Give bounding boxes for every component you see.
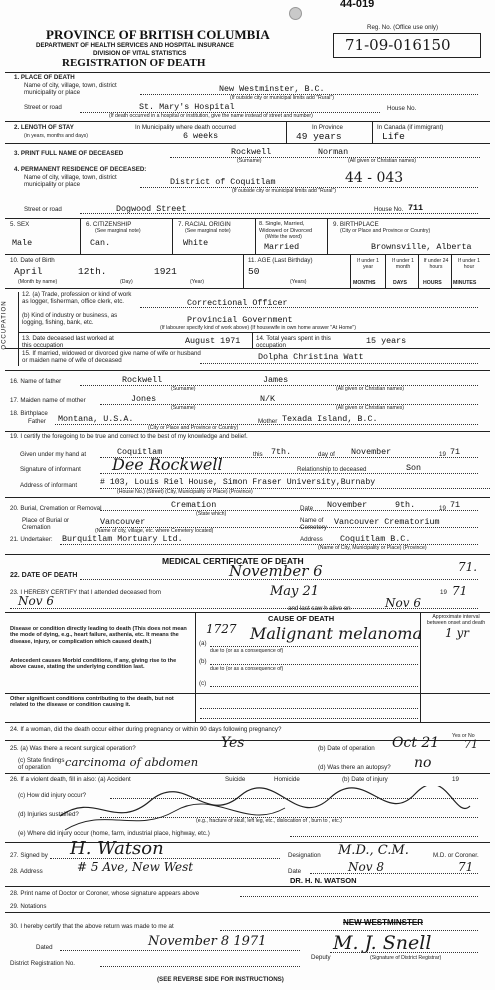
- s25b-year: 71: [464, 738, 478, 751]
- s21-value: Burquitlam Mortuary Ltd.: [62, 534, 183, 544]
- s3-surname: Rockwell: [231, 147, 272, 157]
- s18-label: 18. Birthplace: [10, 410, 48, 417]
- reg-number-label: Reg. No. (Office use only): [367, 24, 439, 31]
- s19-given-at: Coquitlam: [117, 447, 163, 457]
- dob-day: 12th.: [78, 266, 107, 277]
- s29-print-label: 28. Print name of Doctor or Coroner, whose signature appears above: [10, 890, 200, 897]
- birthplace-note: (City or Place and Province or Country): [340, 228, 431, 234]
- s12a-label: 12. (a) Trade, profession or kind of work as logger, fisherman, office clerk, etc.: [22, 291, 132, 305]
- s2-sub: (in years, months and days): [24, 133, 89, 139]
- s20-year-prefix: 19: [439, 505, 446, 512]
- s22-label: 22. DATE OF DEATH: [10, 572, 78, 579]
- s27-date: Nov 8: [348, 860, 384, 874]
- s12a-value: Correctional Officer: [187, 298, 288, 308]
- s26-homicide: Homicide: [274, 776, 300, 783]
- antecedent-label: Antecedent causes Morbid conditions, if any, giving rise to the above cause, stating the underlying condition last.: [10, 658, 177, 671]
- footer-instructions: (SEE REVERSE SIDE FOR INSTRUCTIONS): [157, 976, 284, 983]
- s25a-value: Yes: [221, 735, 245, 751]
- registrar-signature: M. J. Snell: [333, 932, 432, 954]
- birthplace-value: Brownsville, Alberta: [371, 242, 472, 252]
- if-under-24h: If under 24 hours: [423, 258, 449, 270]
- s29-notations-label: 29. Notations: [10, 903, 47, 910]
- s19-given-label: Given under my hand at: [20, 451, 87, 458]
- s2-canada-value: Life: [382, 131, 405, 142]
- s25a-label: 25. (a) Was there a recent surgical operation?: [10, 745, 136, 752]
- s2-muni-label: In Municipality where death occurred: [135, 124, 236, 131]
- s1-city-value: New Westminster, B.C.: [219, 84, 325, 94]
- s2-prov-value: 49 years: [296, 131, 342, 142]
- designation-note: M.D. or Coroner.: [433, 852, 479, 859]
- s19-addr-note: (House No.) (Street) (City, Municipality or Place) (Province): [117, 489, 253, 495]
- s14-label: 14. Total years spent in this occupation: [256, 335, 331, 349]
- s3-surname-label: (Surname): [237, 158, 262, 164]
- citizenship-note: (See marginal note): [95, 228, 141, 234]
- s14-value: 15 years: [366, 336, 407, 346]
- s2-prov-label: In Province: [312, 124, 343, 131]
- s26b-label: (b) Date of injury: [342, 776, 388, 783]
- s1-house-label: House No.: [387, 105, 417, 112]
- s23-last: Nov 6: [385, 596, 421, 610]
- s12b-label: (b) Kind of industry or business, as logging, fishing, bank, etc.: [22, 312, 118, 326]
- s1-street-label: Street or road: [24, 104, 62, 111]
- s12b-value: Provincial Government: [187, 315, 293, 325]
- s19-year-prefix: 19: [439, 451, 446, 458]
- s19-year: 71: [450, 447, 461, 457]
- race-label: 7. RACIAL ORIGIN: [178, 221, 231, 228]
- designation-value: M.D., C.M.: [338, 843, 409, 858]
- reg-number-value: 71-09-016150: [345, 36, 451, 54]
- s1-city-note: (If outside city or municipal limits add "Rural"): [230, 95, 335, 101]
- punch-hole-top: [289, 7, 302, 20]
- s18-note: (City or Place and Province or Country): [148, 425, 239, 431]
- due-b: due to (or as a consequence of): [210, 648, 284, 654]
- s20-state-label: (State which): [196, 511, 227, 517]
- marital-note: (Write the word): [265, 234, 302, 240]
- s30-label: 30. I hereby certify that the above return was made to me at: [10, 923, 174, 930]
- s20-place-value: Vancouver: [100, 517, 146, 527]
- s30-place: NEW WESTMINSTER: [343, 918, 423, 927]
- s20-year: 71: [450, 500, 461, 510]
- part1-c: (c): [199, 680, 207, 687]
- citizenship-label: 6. CITIZENSHIP: [86, 221, 132, 228]
- s17-label: 17. Maiden name of mother: [10, 397, 86, 404]
- s17-given: N/K: [260, 394, 276, 404]
- s27-year: 71: [458, 860, 474, 874]
- s18-mother-label: Mother: [258, 418, 278, 425]
- s30-dated-label: Dated: [36, 944, 53, 951]
- s21-addr-value: Coquitlam B.C.: [340, 534, 411, 544]
- s1-street-note: (If death occurred in a hospital or institution, give the name instead of street and number): [109, 113, 313, 119]
- if-under-1mo: If under 1 month: [392, 258, 414, 270]
- if-under-1h: If under 1 hour: [458, 258, 480, 270]
- s26-label: 26. If a violent death, fill in also: (a) Accident: [10, 776, 131, 783]
- s30-dated-value: November 8 1971: [148, 934, 267, 949]
- citizenship-value: Can.: [90, 238, 111, 248]
- s3-given: Norman: [318, 147, 349, 157]
- sex-value: Male: [12, 238, 33, 248]
- s20-value: Cremation: [171, 500, 217, 510]
- s19-rel-label: Relationship to deceased: [297, 466, 367, 473]
- dob-year: 1921: [154, 266, 177, 277]
- s19-rel-value: Son: [406, 463, 422, 473]
- s27-sig: H. Watson: [70, 838, 164, 859]
- s4-street-label: Street or road: [24, 206, 62, 213]
- s20-cem-value: Vancouver Crematorium: [334, 517, 440, 527]
- medical-title: MEDICAL CERTIFICATE OF DEATH: [162, 556, 304, 566]
- s16-given-label: (All given or Christian names): [336, 386, 405, 392]
- s26c-label: (c) How did injury occur?: [18, 792, 87, 799]
- dob-day-label: (Day): [120, 279, 133, 285]
- s23-to-year: 71: [452, 584, 468, 598]
- s25d-label: (d) Was there an autopsy?: [318, 764, 391, 771]
- interval-a: 1 yr: [445, 626, 469, 640]
- s19-this-label: this: [253, 451, 263, 458]
- s18-father-label: Father: [28, 418, 46, 425]
- marital-label: 8. Single, Married, Widowed or Divorced: [259, 221, 313, 234]
- s26-suicide: Suicide: [225, 776, 246, 783]
- s19-addr-value: # 103, Louis Riel House, Simon Fraser University,Burnaby: [100, 478, 376, 487]
- if-under-1yr: If under 1 year: [357, 258, 379, 270]
- s4-city-label: Name of city, village, town, district municipality or place: [24, 174, 117, 188]
- s1-street-value: St. Mary's Hospital: [139, 102, 235, 112]
- s23-from: Nov 6: [18, 594, 54, 608]
- s4-street-value: Dogwood Street: [116, 204, 187, 214]
- s23-to-label: 19: [440, 589, 447, 596]
- s19-dayof-label: day of: [318, 451, 335, 458]
- s19-month: November: [351, 447, 392, 457]
- s13-label: 13. Date deceased last worked at this occupation: [22, 335, 114, 349]
- s16-surname: Rockwell: [122, 375, 163, 385]
- s25d-value: no: [414, 755, 432, 771]
- dob-year-label: (Year): [190, 279, 204, 285]
- s27-date-label: Date: [288, 868, 302, 875]
- s17-surname: Jones: [131, 394, 157, 404]
- designation-label: Designation: [288, 852, 321, 859]
- s19-sig-value: Dee Rockwell: [112, 455, 223, 474]
- s3-given-label: (All given or Christian names): [348, 158, 417, 164]
- s28-value: # 5 Ave, New West: [77, 860, 194, 874]
- s26d-label: (d) Injuries sustained?: [18, 811, 79, 818]
- s4-hand-code: 44 - 043: [345, 170, 404, 186]
- dob-label: 10. Date of Birth: [10, 257, 55, 264]
- s21-addr-label: Address: [300, 536, 323, 543]
- s27-label: 27. Signed by: [10, 852, 48, 859]
- s30-district-label: District Registration No.: [10, 960, 75, 967]
- s4-heading: 4. PERMANENT RESIDENCE OF DECEASED:: [14, 166, 147, 173]
- s23-label: 23. I HEREBY CERTIFY that I attended deceased from: [10, 589, 161, 596]
- age-value: 50: [248, 266, 260, 277]
- s4-city-note: (If outside city or municipal limits add "Rural"): [232, 188, 337, 194]
- s25c-value: carcinoma of abdomen: [65, 755, 199, 769]
- part1-b: (b): [199, 658, 207, 665]
- s20-date-label: Date: [300, 505, 314, 512]
- s16-label: 16. Name of father: [10, 378, 62, 385]
- unit-minutes: MINUTES: [453, 280, 477, 286]
- age-years-label: (Years): [290, 279, 307, 285]
- part1-a-code: 1727: [206, 622, 237, 636]
- s12b-note: (If labourer specify kind of work above) (If housewife in own home answer "At Home"): [160, 325, 356, 331]
- s1-heading: 1. PLACE OF DEATH: [14, 74, 75, 81]
- s23-last-label: and last saw h alive on: [288, 605, 351, 612]
- s23-to: May 21: [270, 584, 320, 599]
- division-title: DIVISION OF VITAL STATISTICS: [93, 50, 187, 57]
- s30-deputy-label: Deputy: [311, 954, 331, 961]
- s25c-label: (c) State findings of operation: [18, 757, 65, 771]
- s25b-value: Oct 21: [392, 735, 440, 751]
- s22-year: 71.: [458, 560, 478, 574]
- cause-title: CAUSE OF DEATH: [268, 614, 335, 623]
- due-c: due to (or as a consequence of): [210, 666, 284, 672]
- s30-registrar-label: (Signature of District Registrar): [370, 955, 442, 961]
- s16-surname-label: (Surname): [171, 386, 196, 392]
- marital-value: Married: [264, 242, 300, 252]
- s15-value: Dolpha Christina Watt: [258, 352, 364, 362]
- s26b-year: 19: [452, 776, 459, 783]
- s19-day: 7th.: [271, 447, 292, 457]
- dob-month-label: (Month by name): [18, 279, 58, 285]
- s1-city-label: Name of city, village, town, district municipality or place: [24, 82, 117, 96]
- s19-certify: 19. I certify the foregoing to be true and correct to the best of my knowledge and belief.: [10, 433, 248, 440]
- s19-addr-label: Address of informant: [20, 482, 78, 489]
- s2-muni-value: 6 weeks: [183, 131, 219, 141]
- doctor-stamp: DR. H. N. WATSON: [290, 876, 357, 885]
- s16-given: James: [263, 375, 289, 385]
- race-note: (See marginal note): [185, 228, 231, 234]
- occupation-sidebar: OCCUPATION: [6, 292, 19, 366]
- unit-days: DAYS: [393, 280, 407, 286]
- birthplace-label: 9. BIRTHPLACE: [333, 221, 379, 228]
- s24-label: 24. If a woman, did the death occur either during pregnancy or within 90 days following pregnancy?: [10, 726, 282, 733]
- sex-label: 5. SEX: [10, 221, 30, 228]
- file-number: 44-019: [340, 0, 375, 10]
- s22-hand: November 6: [229, 562, 323, 580]
- s21-label: 21. Undertaker:: [10, 536, 53, 543]
- part1-a: (a): [199, 640, 207, 647]
- unit-hours: HOURS: [423, 280, 442, 286]
- s18-mother-value: Texada Island, B.C.: [282, 414, 378, 424]
- department-title: DEPARTMENT OF HEALTH SERVICES AND HOSPITAL INSURANCE: [36, 42, 234, 49]
- s17-given-label: (All given or Christian names): [336, 405, 405, 411]
- s25b-label: (b) Date of operation: [318, 745, 375, 752]
- s19-sig-label: Signature of informant: [20, 466, 81, 473]
- s13-value: August 1971: [185, 336, 241, 346]
- s15-label: 15. If married, widowed or divorced give name of wife or husband or maiden name of wife of deceased: [22, 350, 201, 364]
- s20-cem-label: Name of Cemetery: [300, 517, 327, 531]
- s21-addr-note: (Name of City, Municipality or Place) (Province): [318, 545, 427, 551]
- s20-month: November: [327, 500, 368, 510]
- unit-months: MONTHS: [353, 280, 376, 286]
- other-label: Other significant conditions contributing to the death, but not related to the disease or condition causing it.: [10, 696, 174, 709]
- s26d-note: (e.g., fracture of skull, left leg, etc., dislocation of , burn to , etc.): [196, 818, 342, 824]
- province-title: PROVINCE OF BRITISH COLUMBIA: [46, 27, 270, 42]
- s4-house-value: 711: [408, 203, 424, 213]
- age-label: 11. AGE (Last Birthday): [248, 257, 313, 264]
- s26e-label: (e) Where did injury occur (home, farm, industrial place, highway, etc.): [18, 830, 210, 837]
- s28-label: 28. Address: [10, 868, 43, 875]
- s4-house-label: House No.: [374, 206, 404, 213]
- interval-label: Approximate interval between onset and death: [426, 614, 486, 626]
- s18-father-value: Montana, U.S.A.: [58, 414, 134, 424]
- form-title: REGISTRATION OF DEATH: [62, 57, 206, 69]
- s4-city-value: District of Coquitlam: [170, 177, 276, 187]
- s20-place-note: (Name of city, village, etc. where Cemetery located): [95, 528, 214, 534]
- race-value: White: [183, 238, 209, 248]
- s2-canada-label: In Canada (if immigrant): [377, 124, 444, 131]
- s17-surname-label: (Surname): [171, 405, 196, 411]
- s2-heading: 2. LENGTH OF STAY: [14, 124, 74, 131]
- part1-label: Disease or condition directly leading to death (This does not mean the mode of dying, e.g., heart failure, asthenia, etc. It means the disease, injury, or complication which caused death.): [10, 626, 187, 645]
- dob-month: April: [14, 266, 43, 277]
- s20-place-label: Place of Burial or Cremation: [22, 517, 70, 531]
- s20-label: 20. Burial, Cremation or Removal: [10, 505, 102, 512]
- cancel-scribble-26: [55, 786, 475, 836]
- s3-heading: 3. PRINT FULL NAME OF DECEASED: [14, 150, 124, 157]
- part1-a-hand: Malignant melanoma: [250, 624, 423, 643]
- s20-day: 9th.: [395, 500, 416, 510]
- s24-yn: Yes or No: [452, 733, 475, 739]
